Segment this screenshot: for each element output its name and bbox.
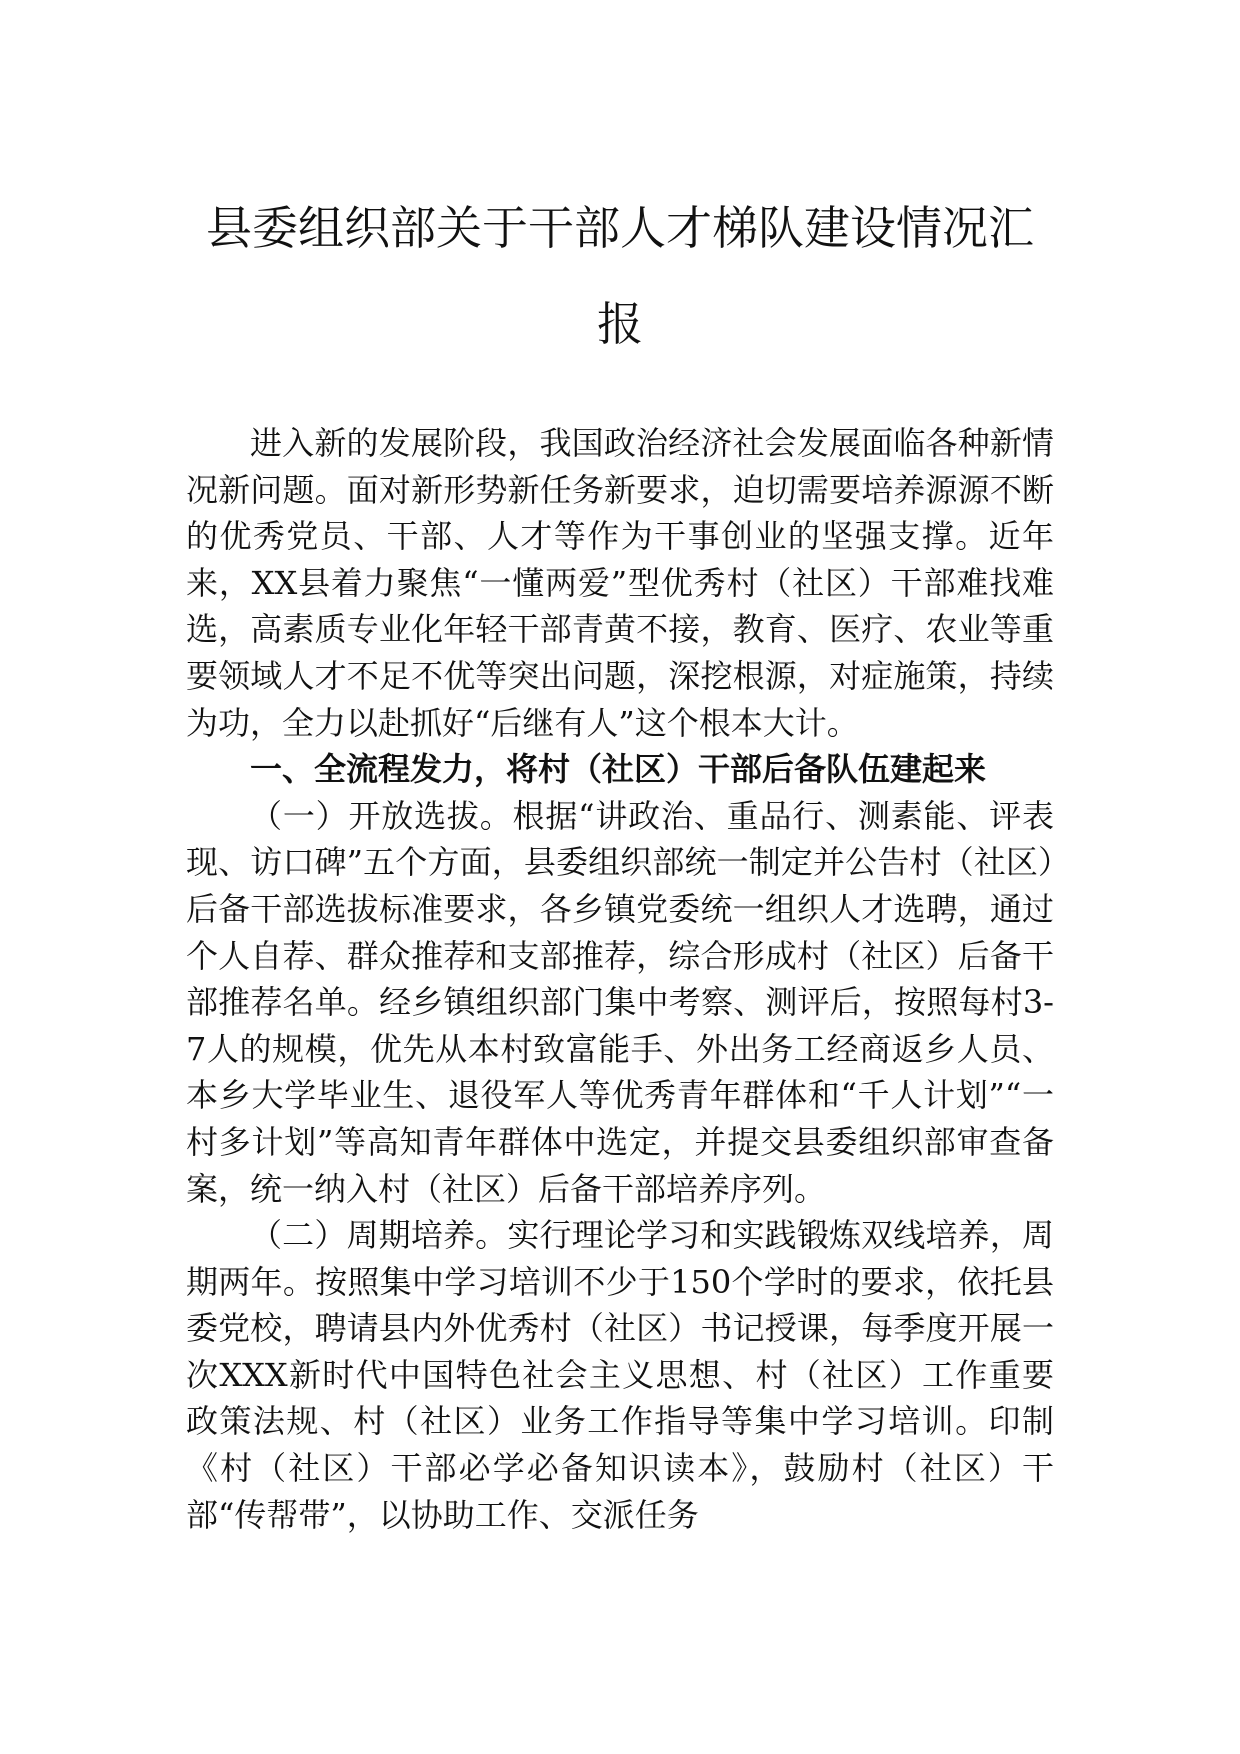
paragraph-cycle-training: （二）周期培养。实行理论学习和实践锻炼双线培养，周期两年。按照集中学习培训不少于150个学时的要求，依托县委党校，聘请县内外优秀村（社区）书记授课，每季度开展一次XXX新时代中国特色社会主义思想、村（社区）工作重要政策法规、村（社区）业务工作指导等集中学习培训。印制《村（社区）干部必学必备知识读本》，鼓励村（社区）干部“传帮带”，以协助工作、交派任务	[186, 1216, 1054, 1534]
section-heading-1: 一、全流程发力，将村（社区）干部后备队伍建起来	[250, 750, 987, 789]
document-title	[186, 180, 1054, 372]
paragraph-intro: 进入新的发展阶段，我国政治经济社会发展面临各种新情况新问题。面对新形势新任务新要求，迫切需要培养源源不断的优秀党员、干部、人才等作为干事创业的坚强支撑。近年来，XX县着力聚焦“一懂两爱”型优秀村（社区）干部难找难选，高素质专业化年轻干部青黄不接，教育、医疗、农业等重要领域人才不足不优等突出问题，深挖根源，对症施策，持续为功，全力以赴抓好“后继有人”这个根本大计。	[186, 424, 1054, 742]
paragraph-open-selection: （一）开放选拔。根据“讲政治、重品行、测素能、评表现、访口碑”五个方面，县委组织部统一制定并公告村（社区）后备干部选拔标准要求，各乡镇党委统一组织人才选聘，通过个人自荐、群众推荐和支部推荐，综合形成村（社区）后备干部推荐名单。经乡镇组织部门集中考察、测评后，按照每村3-7人的规模，优先从本村致富能手、外出务工经商返乡人员、本乡大学毕业生、退役军人等优秀青年群体和“千人计划”“一村多计划”等高知青年群体中选定，并提交县委组织部审查备案，统一纳入村（社区）后备干部培养序列。	[186, 796, 1054, 1208]
document-page	[186, 0, 1054, 1754]
title-line-2: 报	[597, 297, 643, 351]
title-line-1: 县委组织部关于干部人才梯队建设情况汇	[206, 201, 1034, 255]
document-body	[186, 420, 1054, 1538]
